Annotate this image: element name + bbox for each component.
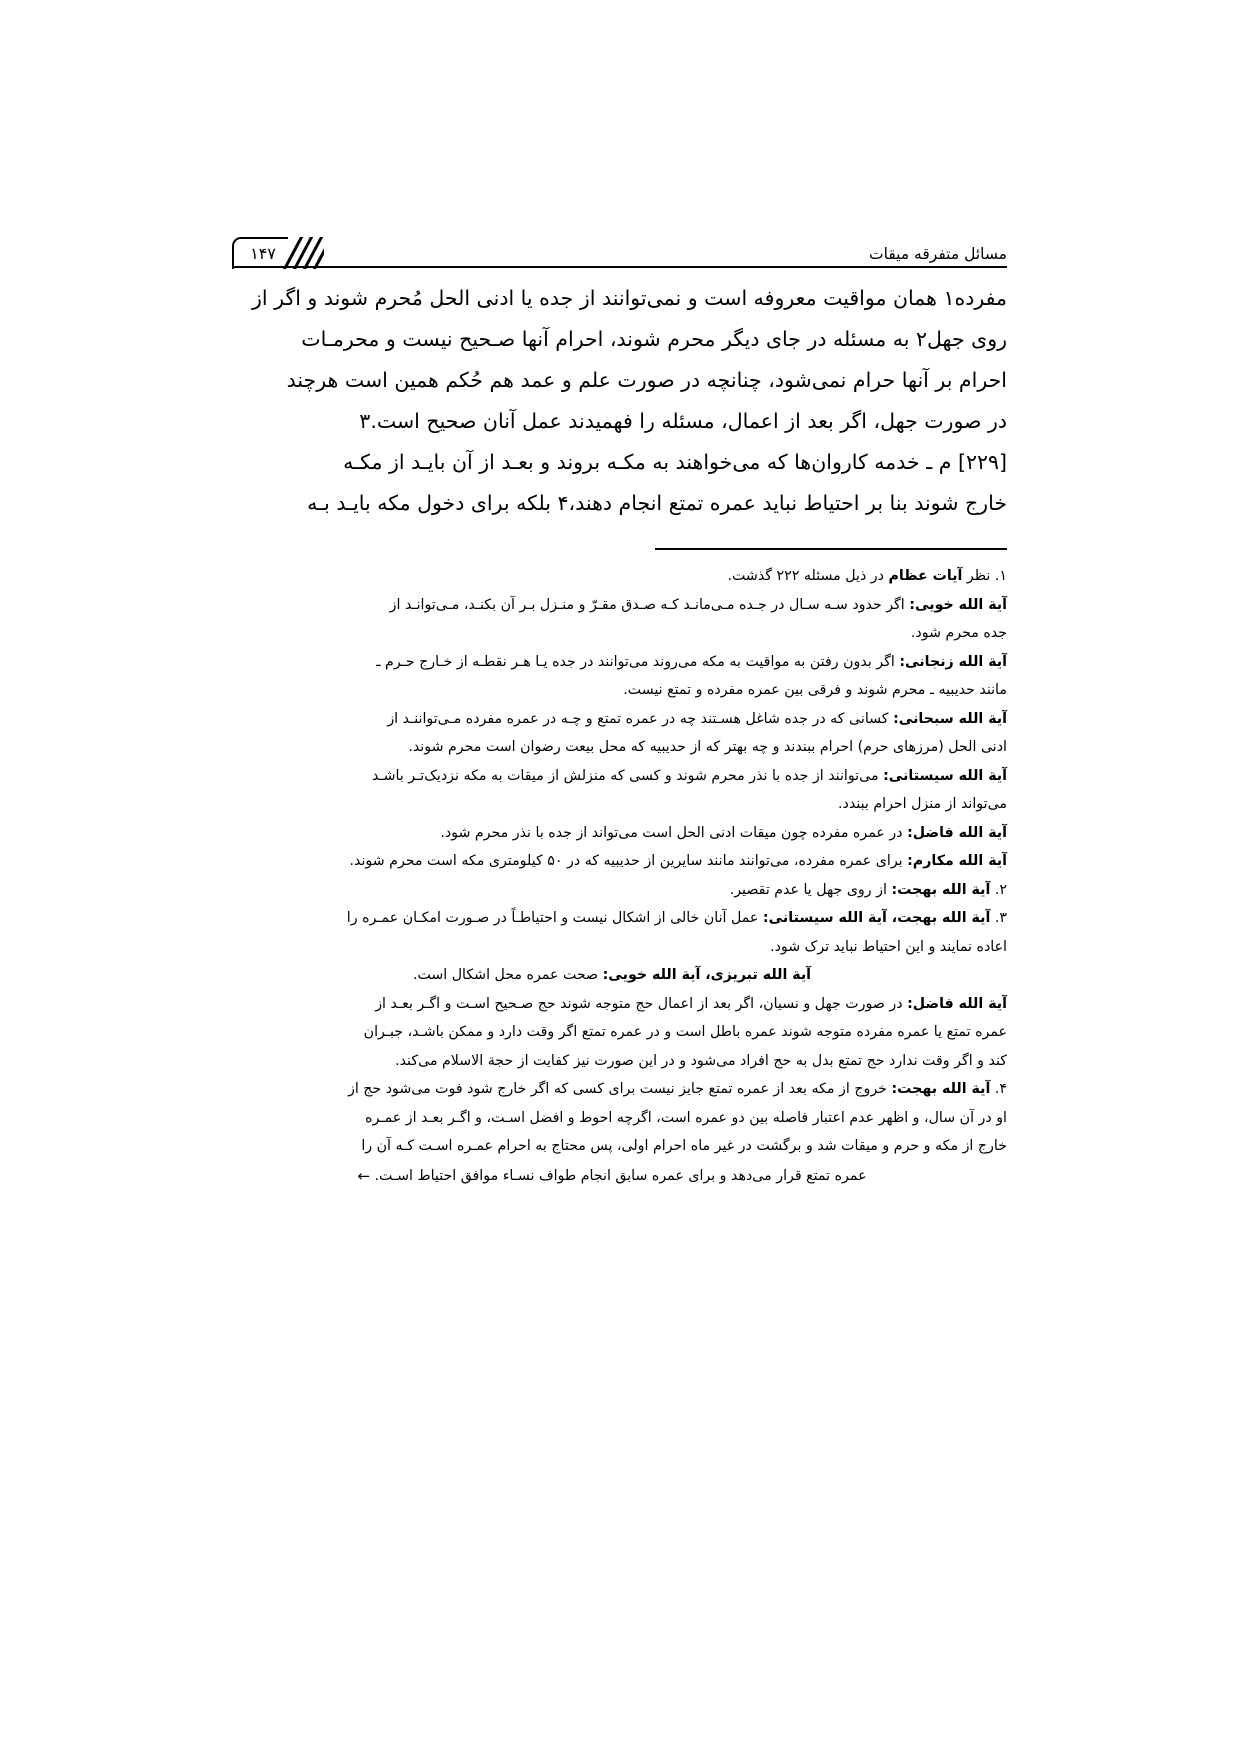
footnote-item-cont: مانند حدیبیه ـ محرم شوند و فرقی بین عمره مفرده و تمتع نیست. [623,682,1007,698]
footnote-authority: آیة الله زنجانی: [899,653,1007,670]
footnote-authority: آیة الله سبحانی: [893,710,1007,727]
footnote-item [217,847,1007,876]
footnote-marker: ۲. [994,881,1007,898]
footnote-text: از روی جهل یا عدم تقصیر. [729,881,887,898]
footnote-item-cont: جده محرم شود. [910,625,1007,641]
footnote-item-cont [217,1161,1007,1191]
body-line: خارج شوند بنا بر احتیاط نباید عمره تمتع انجام دهند،۴ بلکه برای دخول مکه بایـد بـه [307,491,1007,515]
footnote-item [217,990,1007,1019]
footnote-marker: ۳. [994,910,1007,926]
footnote-item [217,961,1007,990]
footnote-item-cont: ادنی الحل (مرزهای حرم) احرام ببندند و چه بهتر که از حدیبیه که محل بیعت رضوان است محرم شوند. [408,739,1007,755]
running-title: مسائل متفرقه میقات [869,244,1007,263]
page-header [232,222,1007,268]
footnote-item-cont: می‌تواند از منزل احرام ببندد. [838,796,1007,812]
footnote-item-cont: اعاده نمایند و این احتیاط نباید ترک شود. [770,938,1007,955]
body-text [217,278,1007,524]
footnote-authority: آیة الله فاضل: [907,995,1007,1012]
footnote-item-cont: او در آن سال، و اظهر عدم اعتبار فاصله بین دو عمره است، اگرچه احوط و افضل اسـت، و اگـر بعـد از عمـره [365,1109,1007,1126]
footnote-authority: آیة الله بهجت: [891,1081,991,1097]
body-line: مفرده۱ همان مواقیت معروفه است و نمی‌توانند از جده یا ادنی الحل مُحرم شوند و اگر از [252,286,1007,310]
page-number: ۱۴۷ [232,237,288,269]
footnote-text: خروج از مکه بعد از عمره تمتع جایز نیست برای کسی که اگر خارج شود فوت می‌شود حج از [347,1081,887,1097]
footnote-authority: آیة الله تبریزی، آیة الله خویی: [602,967,812,983]
footnote-text: عمره تمتع قرار می‌دهد و برای عمره سابق انجام طواف نسـاء موافق احتیاط اسـت. [374,1167,867,1184]
footnote-item [217,648,1007,677]
footnote-section [217,562,1007,1190]
footnote-text: برای عمره مفرده، می‌توانند مانند سایرین از حدیبیه که در ۵۰ کیلومتری مکه است محرم شوند. [349,853,903,869]
body-line: احرام بر آنها حرام نمی‌شود، چنانچه در صورت علم و عمد هم حُکم همین است هرچند [286,368,1007,392]
footnote-text: عمل آنان خالی از اشکال نیست و احتیاطـاً در صـورت امکـان عمـره را [346,910,759,926]
page-number-ornament [232,237,324,269]
footnote-authority: آیة الله بهجت: [891,881,991,898]
body-line: [۲۲۹] م ـ خدمه کاروان‌ها که می‌خواهند به مکـه بروند و بعـد از آن بایـد از مکـه [343,450,1007,474]
footnote-item-cont: عمره تمتع یا عمره مفرده متوجه شوند عمره باطل است و در عمره تمتع اگر وقت دارد و ممکن باشـد، جبـران [363,1024,1007,1040]
footnote-item [217,562,1007,591]
body-line: روی جهل۲ به مسئله در جای دیگر محرم شوند، احرام آنها صـحیح نیست و محرمـات [301,327,1007,351]
continuation-arrow-icon: ← [357,1166,371,1185]
header-rule [232,266,1007,268]
footnote-marker: ۱. نظر [962,568,1007,584]
footnote-item [217,762,1007,791]
footnote-item-cont: خارج از مکه و حرم و میقات شد و برگشت در غیر ماه احرام اولی، پس محتاج به احرام عمـره اسـت کـه آن را [361,1138,1007,1154]
footnote-authority: آیات عظام [888,568,963,584]
diagonal-slashes-icon [278,237,324,269]
footnote-text: اگر بدون رفتن به مواقیت به مکه می‌روند می‌توانند در جده یـا هـر نقطـه از خـارج حـرم ـ [376,653,895,670]
footnote-item-cont: کند و اگر وقت ندارد حج تمتع بدل به حج افراد می‌شود و در این صورت نیز کفایت از حجة الاسلام می‌کند. [395,1052,1007,1069]
footnote-text: می‌توانند از جده با نذر محرم شوند و کسی که منزلش از میقات به مکه نزدیک‌تـر باشـد [372,767,879,784]
footnote-item [217,876,1007,905]
footnote-authority: آیة الله مکارم: [907,853,1007,869]
footnote-text: در عمره مفرده چون میقات ادنی الحل است می‌تواند از جده با نذر محرم شود. [440,824,903,841]
footnote-separator [655,548,1007,550]
footnote-item [217,1075,1007,1104]
footnote-item [217,591,1007,620]
footnote-text: کسانی که در جده شاغل هسـتند چه در عمره تمتع و چـه در عمره مفرده مـی‌تواننـد از [387,710,889,727]
footnote-text: صحت عمره محل اشکال است. [412,967,599,983]
footnote-authority: آیة الله خویی: [909,596,1007,613]
footnote-item [217,904,1007,933]
footnote-authority: آیة الله بهجت، آیة الله سیستانی: [762,910,991,926]
body-line: در صورت جهل، اگر بعد از اعمال، مسئله را فهمیدند عمل آنان صحیح است.۳ [359,409,1007,433]
footnote-authority: آیة الله فاضل: [907,824,1007,841]
footnote-text: اگر حدود سـه سـال در جـده مـی‌مانـد کـه صـدق مقـرّ و منـزل بـر آن بکنـد، مـی‌توانـد از [389,596,905,613]
footnote-item [217,705,1007,734]
footnote-marker: ۴. [994,1081,1007,1097]
footnote-text: در ذیل مسئله ۲۲۲ گذشت. [727,568,889,584]
footnote-authority: آیة الله سیستانی: [883,767,1007,784]
footnote-text: در صورت جهل و نسیان، اگر بعد از اعمال حج متوجه شوند حج صـحیح اسـت و اگـر بعـد از [375,995,903,1012]
footnote-item [217,819,1007,848]
